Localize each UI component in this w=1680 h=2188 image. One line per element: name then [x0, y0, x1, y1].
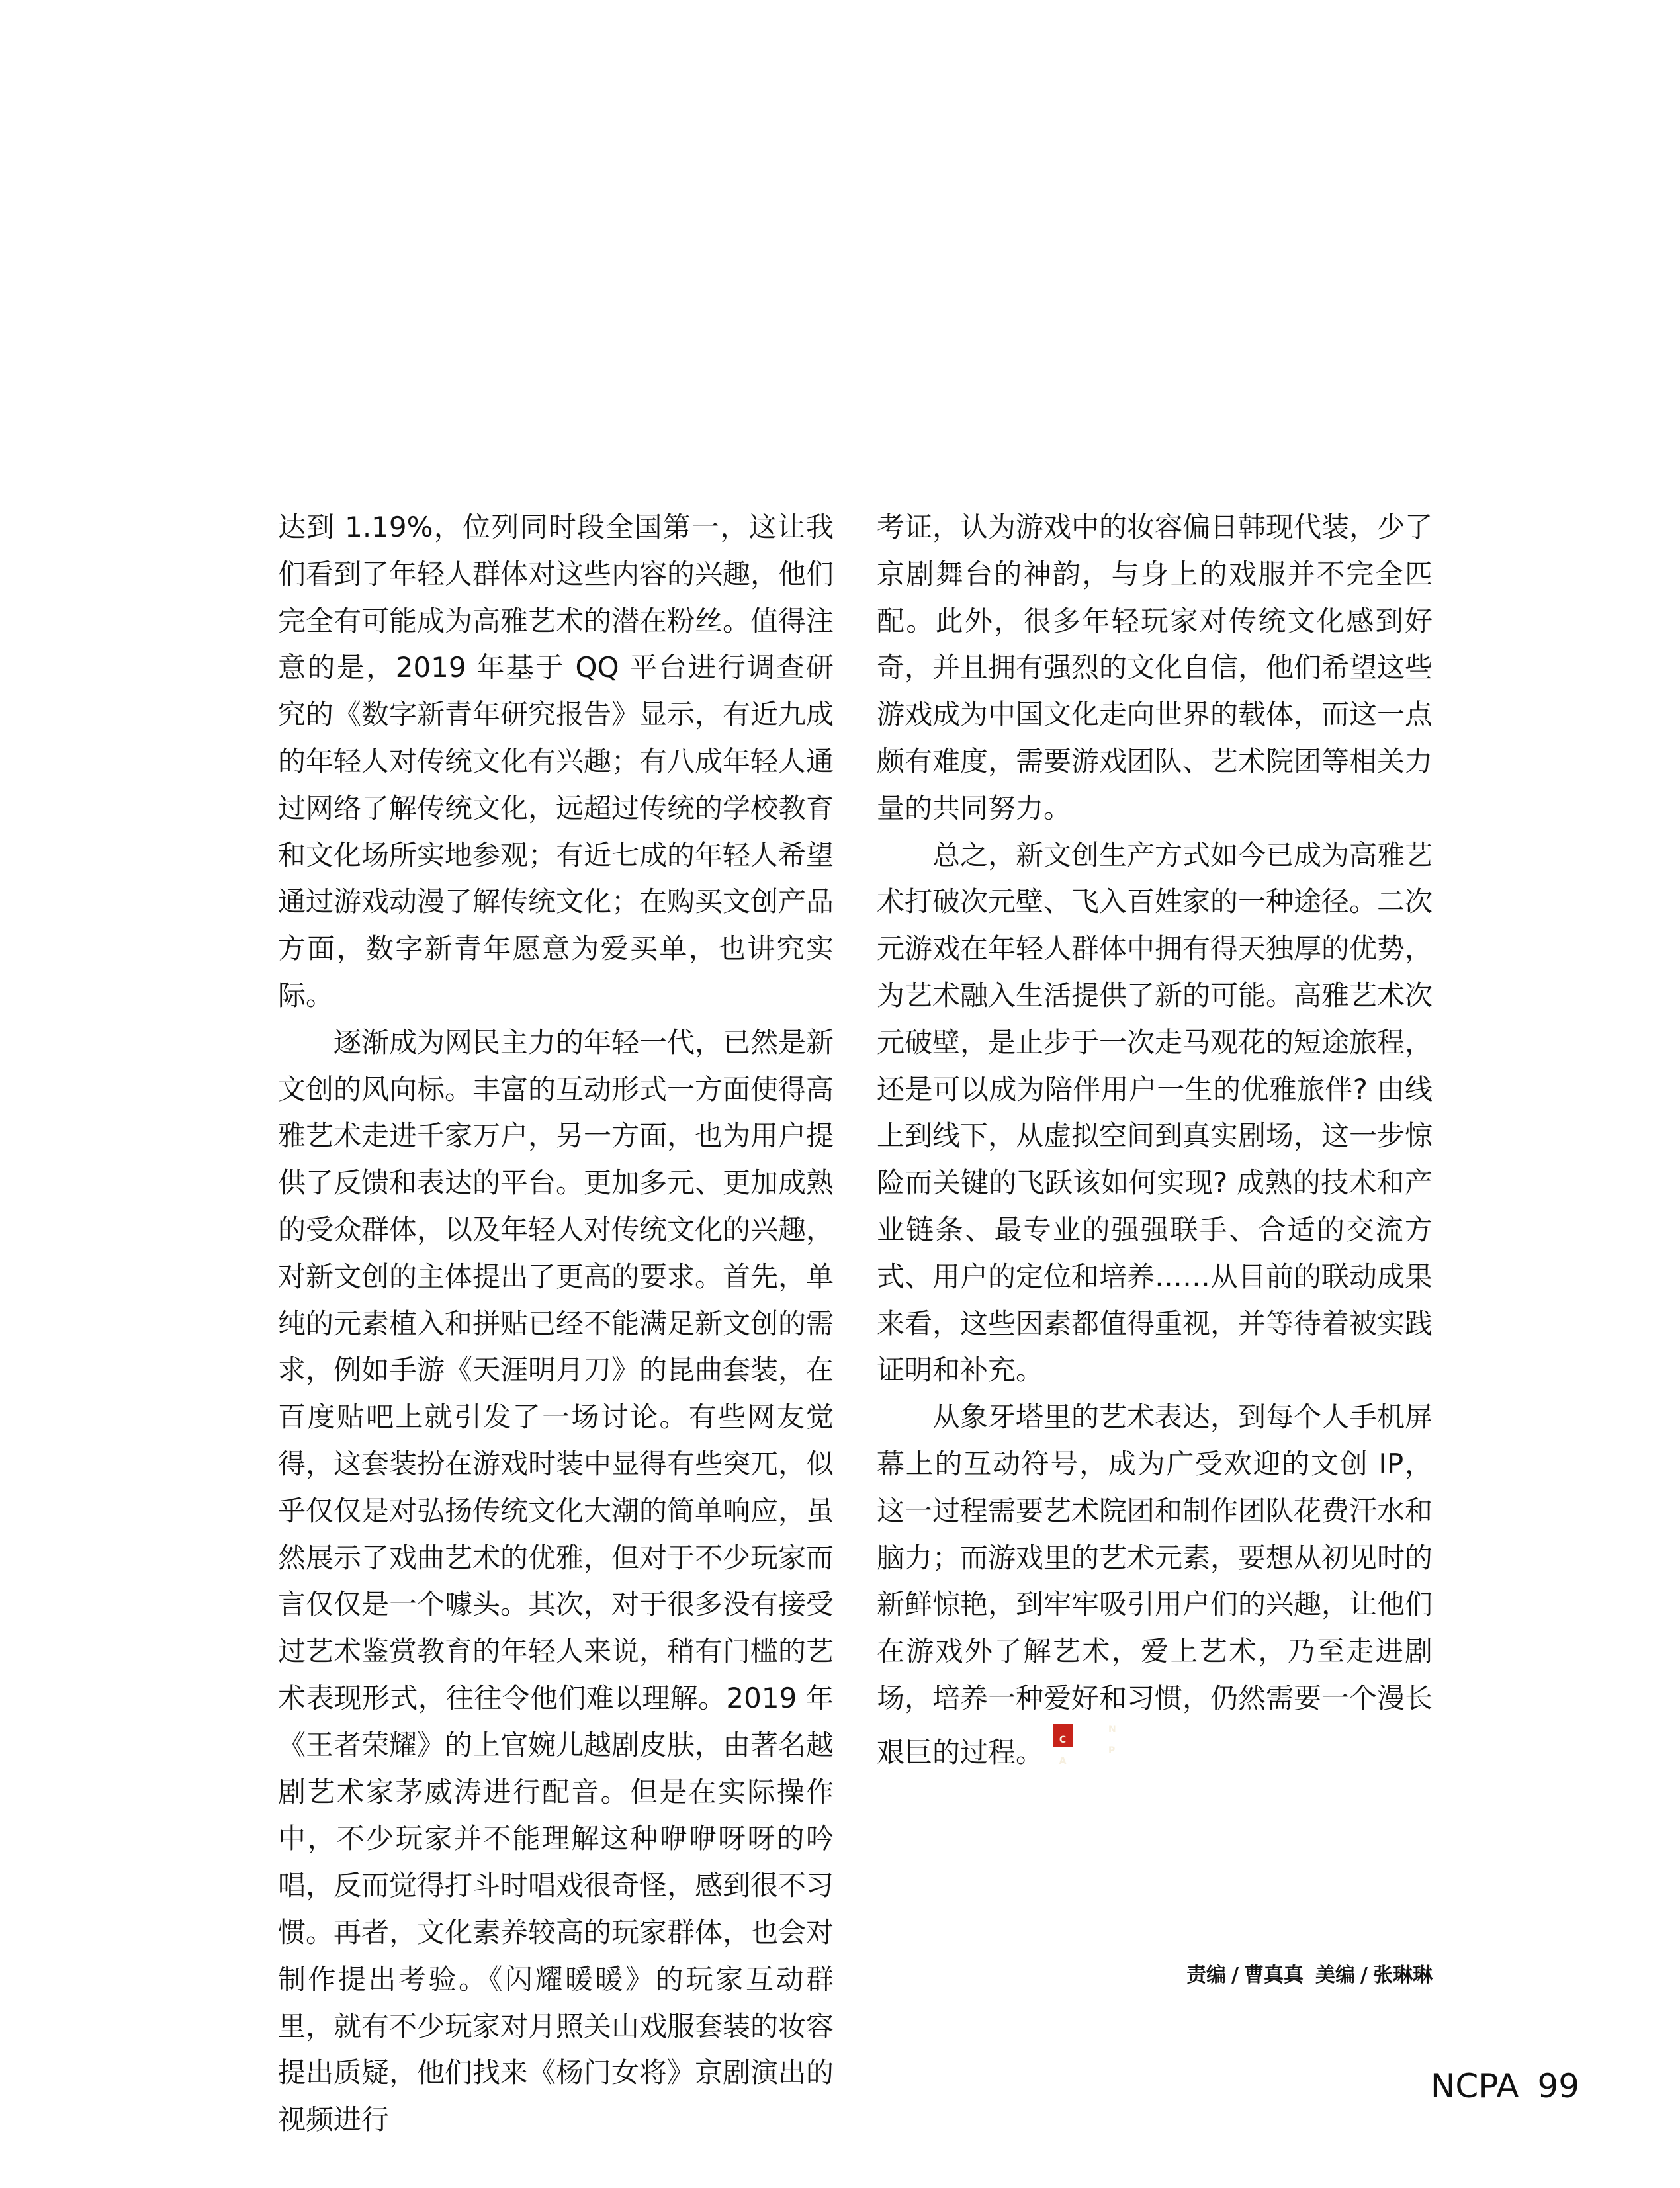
ncpa-seal-icon — [1053, 1724, 1117, 1767]
page-number — [1431, 2067, 1580, 2105]
left-column — [278, 504, 834, 2144]
paragraph-right-1: 考证，认为游戏中的妆容偏日韩现代装，少了京剧舞台的神韵，与身上的戏服并不完全匹配。此外，很多年轻玩家对传统文化感到好奇，并且拥有强烈的文化自信，他们希望这些游戏成为中国文化走向世界的载体，而这一点颇有难度，需要游戏团队、艺术院团等相关力量的共同努力。 — [877, 511, 1433, 824]
credits-separator: / — [1231, 1964, 1239, 1987]
art-editor-name: 张琳琳 — [1373, 1964, 1433, 1987]
seal-text-top: NC — [1059, 1724, 1117, 1745]
editor-label: 责编 — [1186, 1964, 1227, 1987]
right-column — [877, 504, 1433, 1776]
paragraph-right-3 — [877, 1394, 1433, 1776]
page-number-value: 99 — [1537, 2067, 1580, 2105]
editor-name: 曹真真 — [1244, 1964, 1304, 1987]
seal-text-bottom: PA — [1059, 1745, 1116, 1767]
paragraph-text: 从象牙塔里的艺术表达，到每个人手机屏幕上的互动符号，成为广受欢迎的文创 IP，这一过程需要艺术院团和制作团队花费汗水和脑力；而游戏里的艺术元素，要想从初见时的新鲜惊艳，到牢牢吸引用户们的兴趣，让他们在游戏外了解艺术，爱上艺术，乃至走进剧场，培养一种爱好和习惯，仍然需要一个漫长艰巨的过程。 — [877, 1401, 1433, 1769]
brand-label: NCPA — [1431, 2067, 1519, 2105]
art-editor-label: 美编 — [1315, 1964, 1356, 1987]
credits-line — [877, 1963, 1433, 1988]
credits-separator: / — [1360, 1964, 1368, 1987]
paragraph-left-2: 逐渐成为网民主力的年轻一代，已然是新文创的风向标。丰富的互动形式一方面使得高雅艺术走进千家万户，另一方面，也为用户提供了反馈和表达的平台。更加多元、更加成熟的受众群体，以及年轻人对传统文化的兴趣，对新文创的主体提出了更高的要求。首先，单纯的元素植入和拼贴已经不能满足新文创的需求，例如手游《天涯明月刀》的昆曲套装，在百度贴吧上就引发了一场讨论。有些网友觉得，这套装扮在游戏时装中显得有些突兀，似乎仅仅是对弘扬传统文化大潮的简单响应，虽然展示了戏曲艺术的优雅，但对于不少玩家而言仅仅是一个噱头。其次，对于很多没有接受过艺术鉴赏教育的年轻人来说，稍有门槛的艺术表现形式，往往令他们难以理解。2019 年《王者荣耀》的上官婉儿越剧皮肤，由著名越剧艺术家茅威涛进行配音。但是在实际操作中，不少玩家并不能理解这种咿咿呀呀的吟唱，反而觉得打斗时唱戏很奇怪，感到很不习惯。再者，文化素养较高的玩家群体，也会对制作提出考验。《闪耀暖暖》的玩家互动群里，就有不少玩家对月照关山戏服套装的妆容提出质疑，他们找来《杨门女将》京剧演出的视频进行 — [278, 1026, 834, 2136]
paragraph-right-2: 总之，新文创生产方式如今已成为高雅艺术打破次元壁、飞入百姓家的一种途径。二次元游戏在年轻人群体中拥有得天独厚的优势，为艺术融入生活提供了新的可能。高雅艺术次元破壁，是止步于一次走马观花的短途旅程，还是可以成为陪伴用户一生的优雅旅伴? 由线上到线下，从虚拟空间到真实剧场，这一步惊险而关键的飞跃该如何实现? 成熟的技术和产业链条、最专业的强强联手、合适的交流方式、用户的定位和培养……从目前的联动成果来看，这些因素都值得重视，并等待着被实践证明和补充。 — [877, 838, 1433, 1387]
paragraph-left-1: 达到 1.19%，位列同时段全国第一，这让我们看到了年轻人群体对这些内容的兴趣，他们完全有可能成为高雅艺术的潜在粉丝。值得注意的是，2019 年基于 QQ 平台进行调查研究的《数字新青年研究报告》显示，有近九成的年轻人对传统文化有兴趣；有八成年轻人通过网络了解传统文化，远超过传统的学校教育和文化场所实地参观；有近七成的年轻人希望通过游戏动漫了解传统文化；在购买文创产品方面，数字新青年愿意为爱买单，也讲究实际。 — [278, 511, 834, 1012]
